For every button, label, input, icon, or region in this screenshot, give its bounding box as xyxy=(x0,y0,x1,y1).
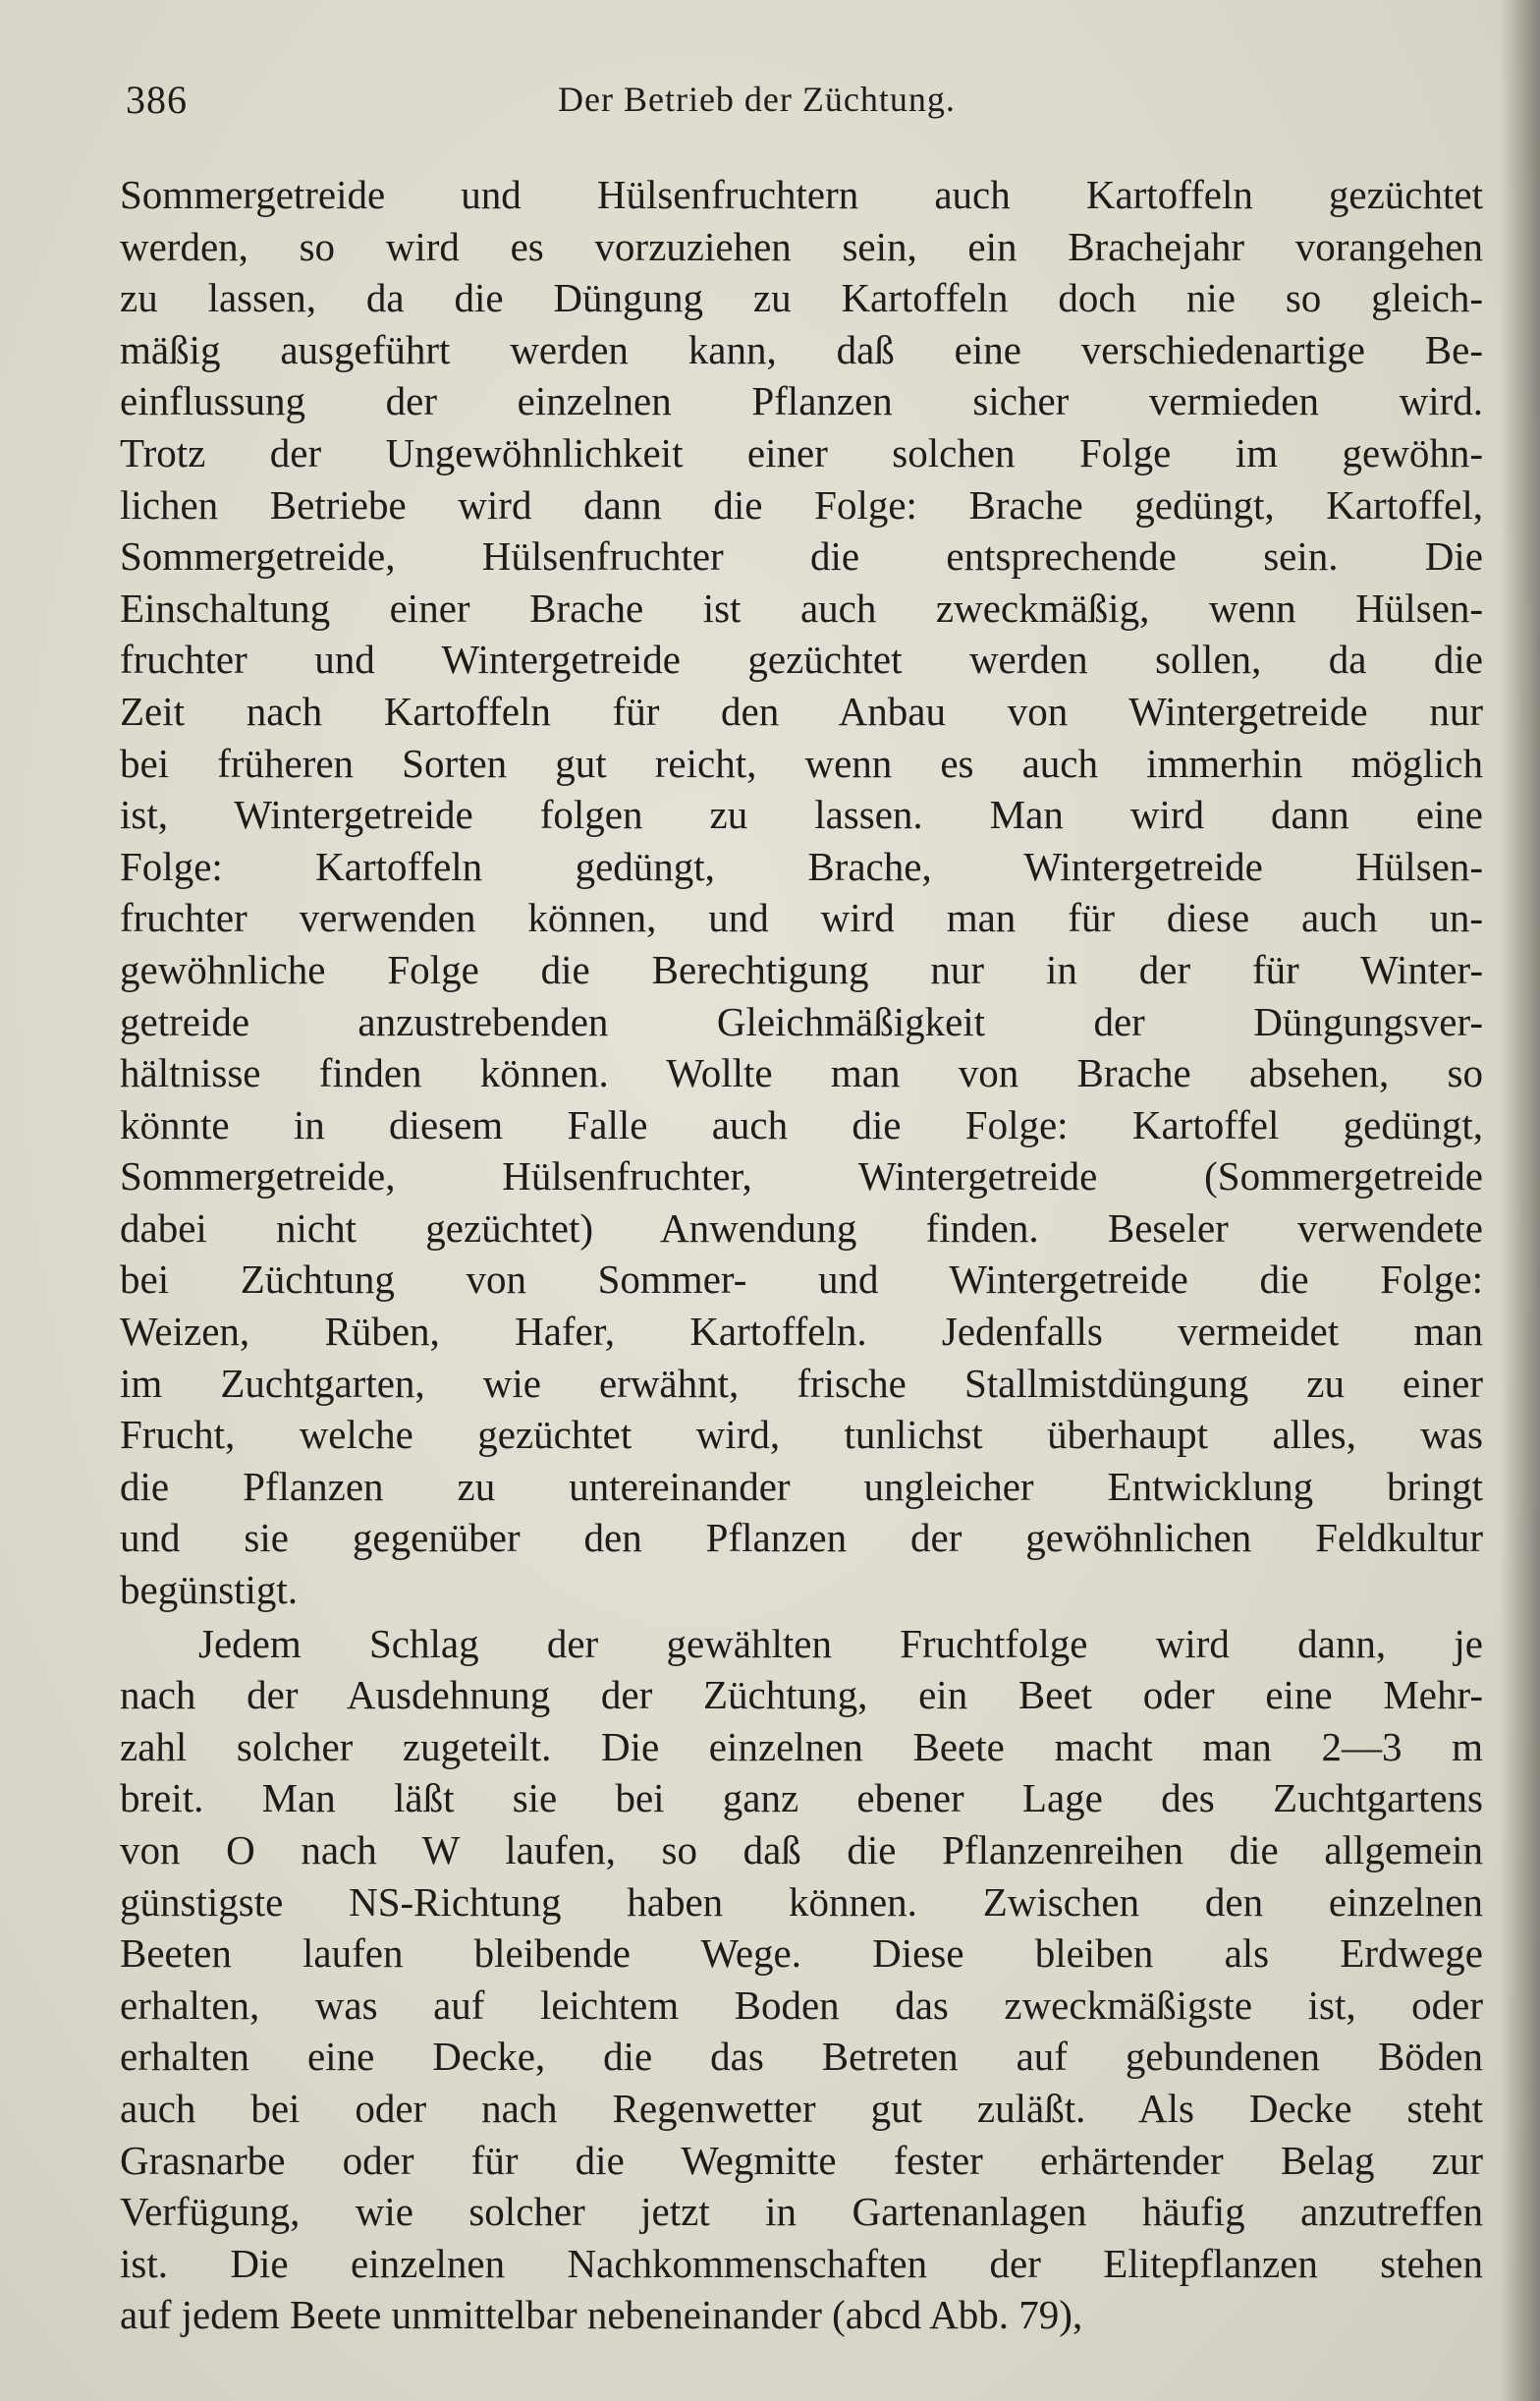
text-line: Einschaltung einer Brache ist auch zweckmäßig, wenn Hülsen- xyxy=(120,585,1483,631)
text-line: Sommergetreide, Hülsenfruchter, Wintergetreide (Sommergetreide xyxy=(120,1153,1483,1200)
running-title: Der Betrieb der Züchtung. xyxy=(558,80,956,119)
page-header xyxy=(126,77,1481,132)
text-line: auf jedem Beete unmittelbar nebeneinander (abcd Abb. 79), xyxy=(120,2292,1083,2338)
text-line: die Pflanzen zu untereinander ungleicher Entwicklung bringt xyxy=(120,1463,1483,1509)
text-line: auch bei oder nach Regenwetter gut zuläßt. Als Decke steht xyxy=(120,2085,1483,2131)
text-line: hältnisse finden können. Wollte man von Brache absehen, so xyxy=(120,1050,1483,1096)
text-line: und sie gegenüber den Pflanzen der gewöhnlichen Feldkultur xyxy=(120,1515,1483,1561)
spine-shadow xyxy=(1501,0,1540,2401)
text-line: erhalten eine Decke, die das Betreten auf gebundenen Böden xyxy=(120,2034,1483,2080)
text-line: erhalten, was auf leichtem Boden das zweckmäßigste ist, oder xyxy=(120,1982,1483,2028)
text-line: dabei nicht gezüchtet) Anwendung finden. Beseler verwendete xyxy=(120,1204,1483,1251)
text-line: könnte in diesem Falle auch die Folge: Kartoffel gedüngt, xyxy=(120,1101,1483,1147)
text-line: ist, Wintergetreide folgen zu lassen. Man wird dann eine xyxy=(120,792,1483,838)
text-line: bei Züchtung von Sommer- und Wintergetreide die Folge: xyxy=(120,1256,1483,1303)
text-line: günstigste NS-Richtung haben können. Zwischen den einzelnen xyxy=(120,1878,1483,1925)
text-line: Weizen, Rüben, Hafer, Kartoffeln. Jedenfalls vermeidet man xyxy=(120,1309,1483,1355)
paragraph-1 xyxy=(120,169,1483,1616)
text-line: fruchter verwenden können, und wird man für diese auch un- xyxy=(120,895,1483,941)
text-line: Trotz der Ungewöhnlichkeit einer solchen Folge im gewöhn- xyxy=(120,429,1483,475)
text-line: Folge: Kartoffeln gedüngt, Brache, Wintergetreide Hülsen- xyxy=(120,843,1483,889)
text-line: breit. Man läßt sie bei ganz ebener Lage des Zuchtgartens xyxy=(120,1775,1483,1821)
text-line: gewöhnliche Folge die Berechtigung nur in der für Winter- xyxy=(120,946,1483,992)
text-line: Verfügung, wie solcher jetzt in Gartenanlagen häufig anzutreffen xyxy=(120,2189,1483,2235)
text-line: bei früheren Sorten gut reicht, wenn es auch immerhin möglich xyxy=(120,740,1483,786)
text-line: fruchter und Wintergetreide gezüchtet werden sollen, da die xyxy=(120,637,1483,683)
text-line: Jedem Schlag der gewählten Fruchtfolge wird dann, je xyxy=(198,1620,1483,1666)
text-line: mäßig ausgeführt werden kann, daß eine verschiedenartige Be- xyxy=(120,326,1483,372)
text-line: zu lassen, da die Düngung zu Kartoffeln doch nie so gleich- xyxy=(120,275,1483,321)
text-line: Zeit nach Kartoffeln für den Anbau von Wintergetreide nur xyxy=(120,688,1483,734)
text-line: werden, so wird es vorzuziehen sein, ein Brachejahr vorangehen xyxy=(120,223,1483,269)
text-line: im Zuchtgarten, wie erwähnt, frische Stallmistdüngung zu einer xyxy=(120,1360,1483,1406)
text-line: lichen Betriebe wird dann die Folge: Brache gedüngt, Kartoffel, xyxy=(120,481,1483,528)
text-line: Sommergetreide, Hülsenfruchter die entsprechende sein. Die xyxy=(120,533,1483,580)
text-line: Sommergetreide und Hülsenfruchtern auch Kartoffeln gezüchtet xyxy=(120,172,1483,217)
text-line: einflussung der einzelnen Pflanzen sicher vermieden wird. xyxy=(120,378,1483,424)
text-line: getreide anzustrebenden Gleichmäßigkeit der Düngungsver- xyxy=(120,998,1483,1044)
text-line: Beeten laufen bleibende Wege. Diese bleiben als Erdwege xyxy=(120,1930,1483,1977)
paragraph-2 xyxy=(120,1618,1483,2341)
body-text xyxy=(120,169,1483,2341)
text-line: ist. Die einzelnen Nachkommenschaften der Elitepflanzen stehen xyxy=(120,2240,1483,2286)
text-line: nach der Ausdehnung der Züchtung, ein Beet oder eine Mehr- xyxy=(120,1672,1483,1718)
text-line: von O nach W laufen, so daß die Pflanzenreihen die allgemein xyxy=(120,1827,1483,1872)
page-number: 386 xyxy=(126,78,188,122)
text-line: Grasnarbe oder für die Wegmitte fester erhärtender Belag zur xyxy=(120,2137,1483,2183)
text-line: Frucht, welche gezüchtet wird, tunlichst überhaupt alles, was xyxy=(120,1412,1483,1458)
text-line: begünstigt. xyxy=(120,1567,299,1613)
text-line: zahl solcher zugeteilt. Die einzelnen Beete macht man 2—3 m xyxy=(120,1723,1483,1769)
